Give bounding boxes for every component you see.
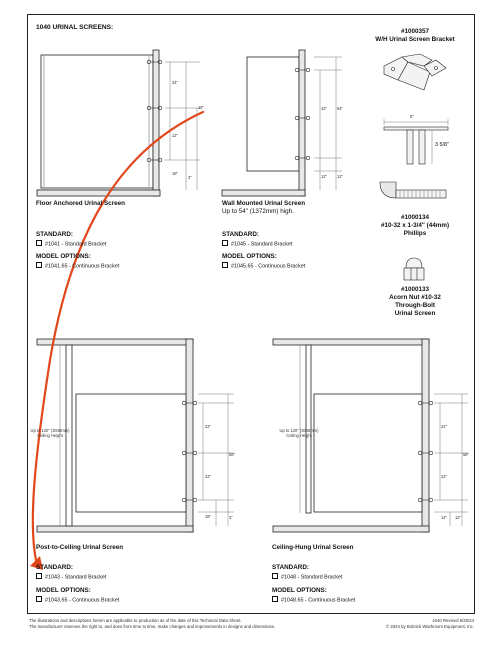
standard-item: #1048 - Standard Bracket [272, 573, 342, 581]
standard-heading: STANDARD: [36, 564, 73, 571]
options-heading: MODEL OPTIONS: [272, 587, 327, 594]
section-title: Post-to-Ceiling Urinal Screen [36, 544, 124, 551]
dim-label: 22" [441, 474, 448, 479]
options-heading: MODEL OPTIONS: [36, 587, 91, 594]
option-item: #1043.65 - Continuous Bracket [36, 596, 119, 604]
dim-label: 18" [198, 105, 205, 110]
ceiling-height-note: Up to 120" (3048mm) Ceiling Height [30, 428, 70, 439]
section-title: Floor Anchored Urinal Screen [36, 200, 125, 207]
dim-label: 12" [321, 174, 328, 179]
section-title: Wall Mounted Urinal Screen [222, 200, 306, 207]
standard-item: #1041 - Standard Bracket [36, 240, 106, 248]
standard-item: #1043 - Standard Bracket [36, 573, 106, 581]
ceiling-height-note: Up to 120" (3048mm) Ceiling Height [279, 428, 319, 439]
dim-label: 22" [205, 474, 212, 479]
option-item: #1041.65 - Continuous Bracket [36, 262, 119, 270]
sheet-title: 1040 URINAL SCREENS: [36, 24, 114, 31]
bolt-drive: Phillips [403, 230, 427, 237]
footer-copyright: © 2024 by Bobrick Washroom Equipment, Inc. [385, 624, 474, 629]
dim-label: 12" [172, 133, 179, 138]
dim-label: 12" [441, 515, 448, 520]
dim-label: 12" [455, 515, 462, 520]
standard-heading: STANDARD: [222, 231, 259, 238]
footer-disclaimer: The manufacturer reserves the right to, and does from time to time, make changes and improvements in designs and dimensions. [29, 624, 276, 629]
bracket-height-dim: 3 5/8" [435, 142, 449, 148]
bolt-drawing [380, 182, 446, 198]
standard-heading: STANDARD: [36, 231, 73, 238]
options-heading: MODEL OPTIONS: [222, 253, 277, 260]
nut-name: Acorn Nut #10-32 [389, 294, 441, 301]
nut-line2: Through-Bolt [395, 302, 435, 309]
nut-line3: Urinal Screen [394, 310, 436, 317]
standard-item: #1045 - Standard Bracket [222, 240, 292, 248]
bracket-width-dim: 5" [410, 114, 414, 119]
bolt-part-number: #1000134 [400, 214, 430, 221]
bolt-spec: #10-32 x 1-3/4" (44mm) [380, 222, 450, 229]
standard-heading: STANDARD: [272, 564, 309, 571]
dim-label: 18" [205, 514, 212, 519]
options-heading: MODEL OPTIONS: [36, 253, 91, 260]
dim-label: 22" [441, 424, 448, 429]
dim-label: 58" [229, 452, 236, 457]
section-title: Ceiling-Hung Urinal Screen [272, 544, 354, 551]
bracket-isometric [384, 54, 446, 90]
dim-label: 54" [337, 106, 344, 111]
nut-part-number: #1000133 [400, 286, 430, 293]
footer-revision: 1040 Revised 8/20/24 [432, 618, 474, 623]
bracket-part-number: #1000357 [400, 28, 430, 35]
section-subtitle: Up to 54" (1372mm) high. [222, 208, 294, 215]
dim-label: 3" [188, 175, 192, 180]
option-item: #1048.65 - Continuous Bracket [272, 596, 355, 604]
dim-label: 12" [337, 174, 344, 179]
dim-label: 22" [205, 424, 212, 429]
footer-disclaimer: The illustrations and descriptions herein are applicable to production as of the date of this Technical Data Sheet. [29, 618, 242, 623]
dim-label: 24" [172, 80, 179, 85]
dim-label: 18" [172, 171, 179, 176]
dim-label: 58" [463, 452, 470, 457]
dim-label: 3" [229, 515, 233, 520]
acorn-nut-drawing [404, 258, 424, 280]
bracket-part-name: W/H Urinal Screen Bracket [375, 36, 455, 43]
option-item: #1045.65 - Continuous Bracket [222, 262, 305, 270]
dim-label: 42" [321, 106, 328, 111]
